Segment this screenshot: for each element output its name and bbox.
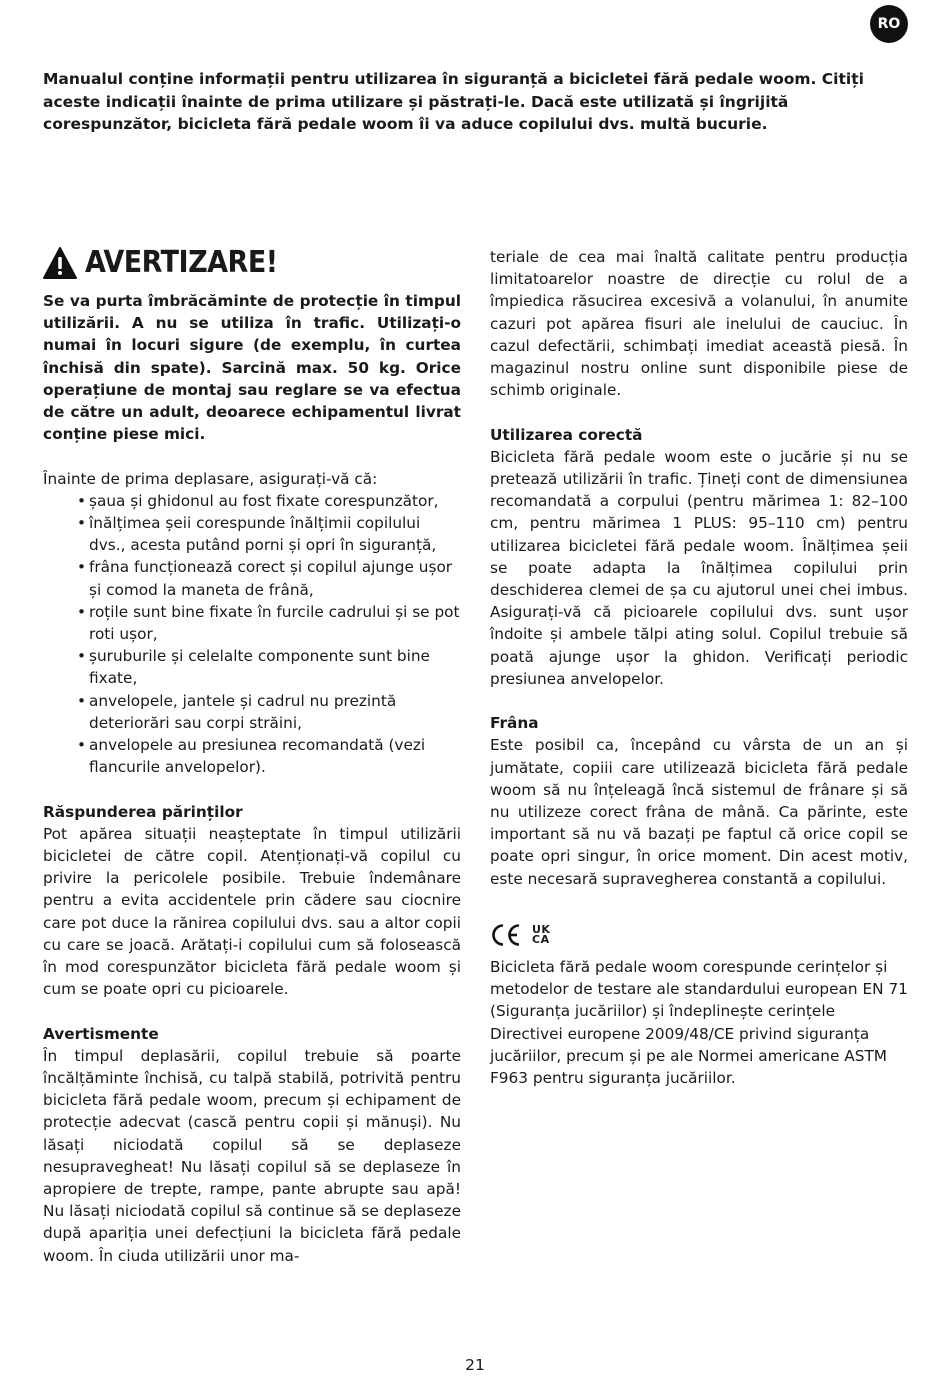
certification-marks xyxy=(490,920,908,950)
correct-use-title: Utilizarea corectă xyxy=(490,425,643,444)
list-item: • roțile sunt bine fixate în furcile cadrului și se pot roti ușor, xyxy=(77,601,461,645)
page-number: 21 xyxy=(465,1356,485,1374)
warning-triangle-icon xyxy=(43,247,77,279)
list-item: • anvelopele, jantele și cadrul nu prezintă deteriorări sau corpi străini, xyxy=(77,690,461,734)
left-column xyxy=(43,246,461,1267)
list-item: • șuruburile și celelalte componente sunt bine fixate, xyxy=(77,645,461,689)
parents-text: Pot apărea situații neașteptate în timpul utilizării bicicletei de către copil. Atenționați-vă copilul cu privire la pericolele posibile. Trebuie îndemânare pentru a evita accidentele prin cădere sau ciocnire care pot duce la rănirea copilului dvs. sau a altor copii cu care se joacă. Arătați-i copilului cum să folosească în mod corespunzător bicicleta fără pedale woom și cum se poate opri cu picioarele. xyxy=(43,824,461,999)
warnings-title: Avertismente xyxy=(43,1024,159,1043)
warning-title: AVERTIZARE! xyxy=(85,245,278,280)
checklist-intro: Înainte de prima deplasare, asigurați-vă că: xyxy=(43,469,378,488)
parents-title: Răspunderea părinților xyxy=(43,802,243,821)
ce-mark-icon xyxy=(490,923,522,947)
warnings-text: În timpul deplasării, copilul trebuie să poarte încălțăminte închisă, cu talpă stabilă, potrivită pentru bicicleta fără pedale woom, precum și echipament de protecție adecvat (cască pentru copii și mănuși). Nu lăsați niciodată copilul să se deplaseze nesupravegheat! Nu lăsați copilul să se deplaseze în apropiere de trepte, rampe, pante abrupte sau apă! Nu lăsați niciodată copilul să continue să se deplaseze după apariția unei defecțiuni la bicicleta fără pedale woom. În ciuda utilizării unor ma- xyxy=(43,1046,461,1265)
warnings-text-continued: teriale de cea mai înaltă calitate pentru producția limitatoarelor noastre de direcție cu rolul de a împiedica răsucirea excesivă a volanului, în anumite cazuri pot apărea fisuri ale inelului de cauciuc. În cazul defectării, schimbați imediat această piesă. În magazinul nostru online sunt disponibile piese de schimb originale. xyxy=(490,248,908,400)
intro-text: Manualul conține informații pentru utilizarea în siguranță a bicicletei fără pedale woom. Citiți aceste indicații înainte de prima utilizare și păstrați-le. Dacă este utilizată și îngrijită corespunzător, bicicleta fără pedale woom îi va aduce copilului dvs. multă bucurie. xyxy=(43,70,864,133)
list-item: • frâna funcționează corect și copilul ajunge ușor și comod la maneta de frână, xyxy=(77,556,461,600)
correct-use-text: Bicicleta fără pedale woom este o jucărie și nu se pretează utilizării în trafic. Țineți cont de dimensiunea recomandată a corpului (pentru mărimea 1: 82–100 cm, pentru mărimea 1 PLUS: 95–110 cm) pentru utilizarea bicicletei fără pedale woom. Înălțimea șeii se poate adapta la înălțimea copilului prin deschiderea clemei de șa cu ajutorul unei chei imbus. Asigurați-vă că picioarele copilului dvs. sunt ușor îndoite și ambele tălpi ating solul. Copilul trebuie să poată ajunge ușor la ghidon. Verificați periodic presiunea anvelopelor. xyxy=(490,447,908,688)
list-item: • șaua și ghidonul au fost fixate corespunzător, xyxy=(77,490,461,512)
brake-text: Este posibil ca, începând cu vârsta de un an și jumătate, copiii care utilizează bicicleta fără pedale woom să nu înțeleagă încă sistemul de frânare și să nu utilizeze corect frâna de mână. Ca părinte, este important să nu vă bazați pe faptul că orice copil se poate opri singur, în orice moment. Din acest motiv, este necesară supravegherea constantă a copilului. xyxy=(490,736,908,888)
warning-header xyxy=(43,246,461,280)
language-badge: RO xyxy=(870,5,908,43)
list-item: • înălțimea șeii corespunde înălțimii copilului dvs., acesta putând porni și opri în siguranță, xyxy=(77,512,461,556)
right-column xyxy=(490,246,908,1089)
list-item: • anvelopele au presiunea recomandată (vezi flancurile anvelopelor). xyxy=(77,734,461,778)
certification-text: Bicicleta fără pedale woom corespunde cerințelor și metodelor de testare ale standardului european EN 71 (Siguranța jucăriilor) și îndeplinește cerințele Directivei europene 2009/48/CE privind siguranța jucăriilor, precum și pe ale Normei americane ASTM F963 pentru siguranța jucăriilor. xyxy=(490,958,908,1088)
ukca-mark-icon: UK CA xyxy=(532,923,551,947)
brake-title: Frâna xyxy=(490,714,539,733)
warning-text: Se va purta îmbrăcăminte de protecție în timpul utilizării. A nu se utiliza în trafic. Utilizați-o numai în locuri sigure (de exemplu, în curtea închisă din spate). Sarcină max. 50 kg. Orice operațiune de montaj sau reglare se va efectua de către un adult, deoarece echipamentul livrat conține piese mici. xyxy=(43,292,461,444)
checklist xyxy=(43,490,461,779)
